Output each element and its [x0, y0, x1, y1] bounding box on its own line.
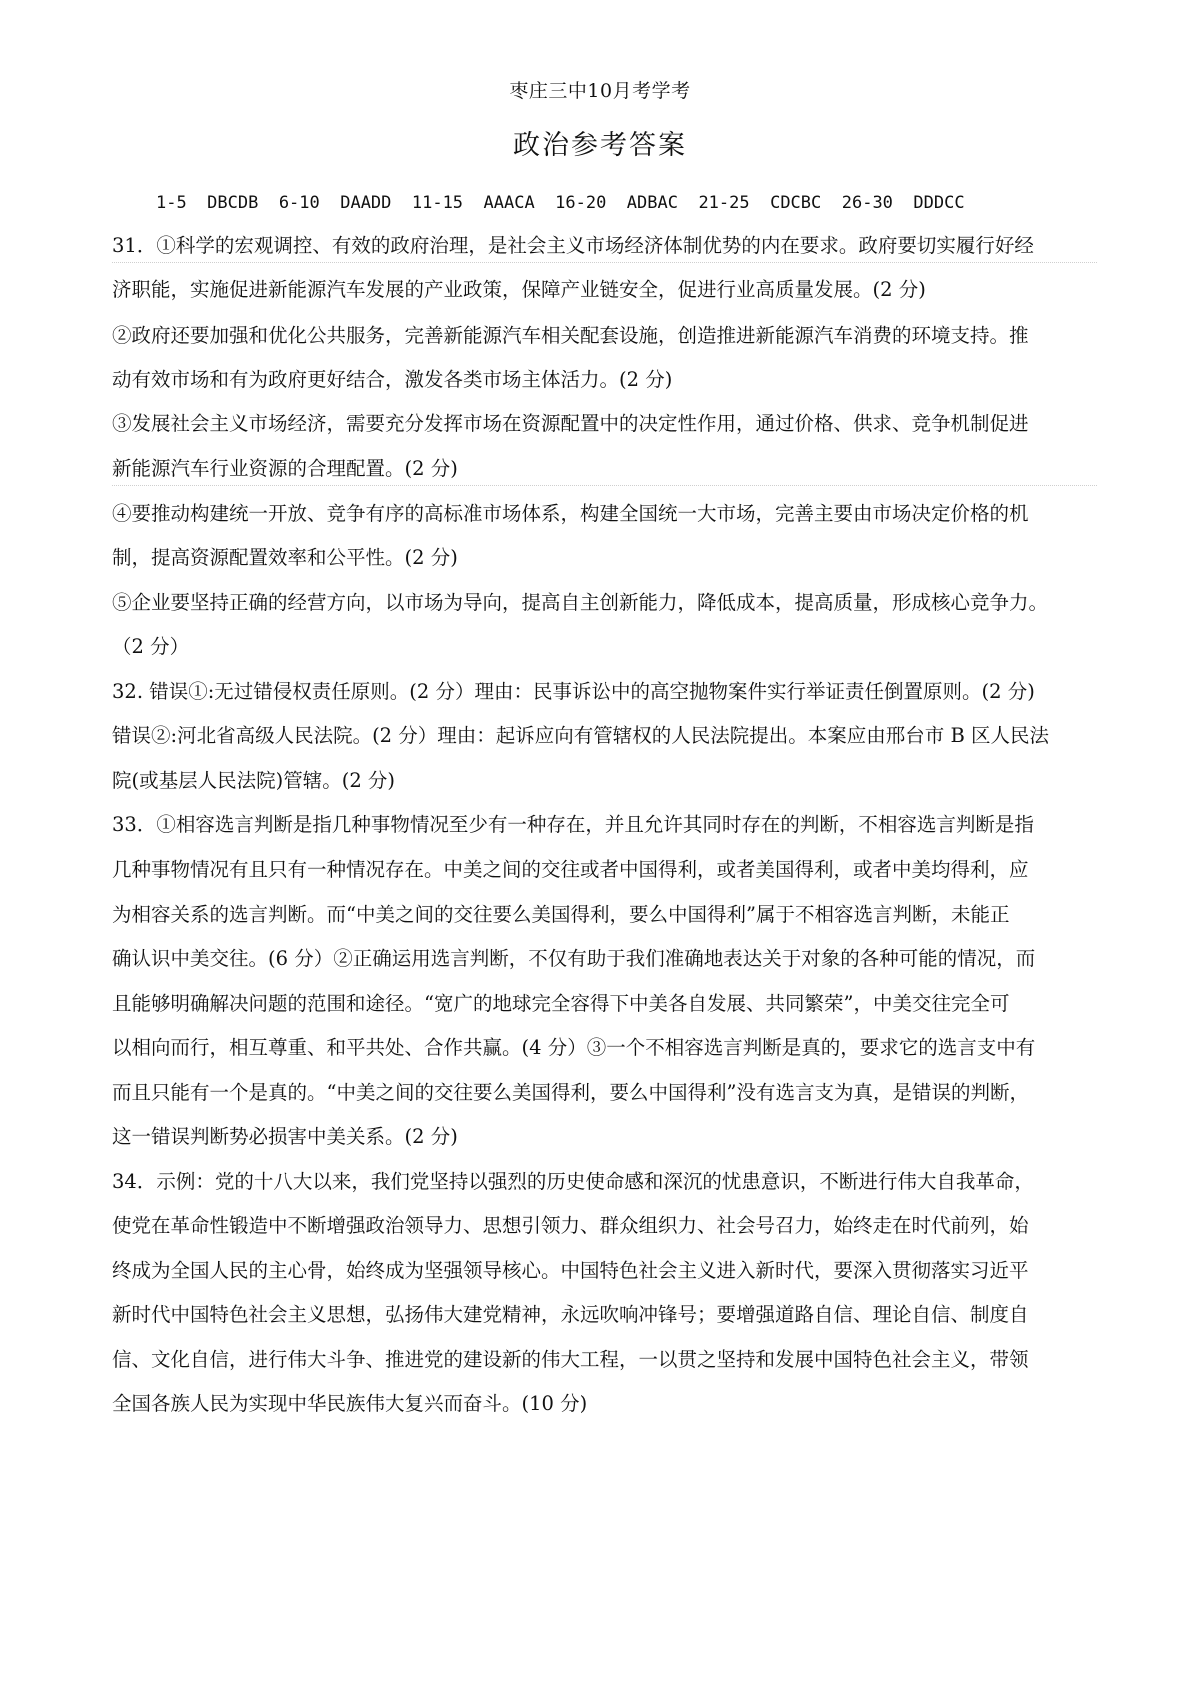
exam-subtitle: 枣庄三中10月考学考: [509, 80, 691, 102]
answer-31-line-4: 动有效市场和有为政府更好结合，激发各类市场主体活力。(2 分): [112, 368, 673, 391]
answer-34-line-6: 全国各族人民为实现中华民族伟大复兴而奋斗。(10 分): [112, 1392, 588, 1415]
answer-31-line-5: ③发展社会主义市场经济，需要充分发挥市场在资源配置中的决定性作用，通过价格、供求、竞争机制促进: [112, 412, 1029, 435]
answer-33-line-8: 这一错误判断势必损害中美关系。(2 分): [112, 1125, 458, 1148]
answer-32-line-2: 错误②:河北省高级人民法院。(2 分）理由：起诉应向有管辖权的人民法院提出。本案应由邢台市 B 区人民法: [112, 724, 1050, 747]
answer-31-line-1: 31．①科学的宏观调控、有效的政府治理，是社会主义市场经济体制优势的内在要求。政府要切实履行好经: [112, 234, 1034, 257]
answer-33-line-6: 以相向而行，相互尊重、和平共处、合作共赢。(4 分）③一个不相容选言判断是真的，要求它的选言支中有: [112, 1036, 1036, 1059]
answer-33-line-7: 而且只能有一个是真的。“中美之间的交往要么美国得利，要么中国得利”没有选言支为真，是错误的判断，: [112, 1081, 1029, 1104]
answer-34-line-1: 34．示例：党的十八大以来，我们党坚持以强烈的历史使命感和深沉的忧患意识，不断进行伟大自我革命，: [112, 1170, 1034, 1193]
answer-34-line-2: 使党在革命性锻造中不断增强政治领导力、思想引领力、群众组织力、社会号召力，始终走在时代前列，始: [112, 1214, 1029, 1237]
answer-34-line-4: 新时代中国特色社会主义思想，弘扬伟大建党精神，永远吹响冲锋号；要增强道路自信、理论自信、制度自: [112, 1303, 1029, 1326]
answer-31-line-9: ⑤企业要坚持正确的经营方向，以市场为导向，提高自主创新能力，降低成本，提高质量，形成核心竞争力。: [112, 591, 1049, 614]
answer-32-line-1: 32. 错误①:无过错侵权责任原则。(2 分）理由：民事诉讼中的高空抛物案件实行举证责任倒置原则。(2 分): [112, 680, 1035, 703]
multiple-choice-answers: 1-5 DBCDB 6-10 DAADD 11-15 AAACA 16-20 ADBAC 21-25 CDCBC 26-30 DDDCC: [156, 193, 965, 213]
answer-33-line-3: 为相容关系的选言判断。而“中美之间的交往要么美国得利，要么中国得利”属于不相容选言判断，未能正: [112, 903, 1010, 926]
answer-33-line-4: 确认识中美交往。(6 分）②正确运用选言判断，不仅有助于我们准确地表达关于对象的各种可能的情况，而: [112, 947, 1036, 970]
answer-31-line-3: ②政府还要加强和优化公共服务，完善新能源汽车相关配套设施，创造推进新能源汽车消费的环境支持。推: [112, 324, 1029, 347]
answer-34-line-5: 信、文化自信，进行伟大斗争、推进党的建设新的伟大工程，一以贯之坚持和发展中国特色社会主义，带领: [112, 1348, 1029, 1371]
answer-31-line-10: （2 分）: [112, 635, 190, 658]
dotted-divider: [112, 485, 1097, 486]
dotted-divider: [112, 262, 1097, 263]
answer-34-line-3: 终成为全国人民的主心骨，始终成为坚强领导核心。中国特色社会主义进入新时代，要深入贯彻落实习近平: [112, 1259, 1029, 1282]
answer-31-line-6: 新能源汽车行业资源的合理配置。(2 分): [112, 457, 458, 480]
answer-33-line-1: 33．①相容选言判断是指几种事物情况至少有一种存在，并且允许其同时存在的判断，不相容选言判断是指: [112, 813, 1034, 836]
page-title: 政治参考答案: [513, 130, 687, 161]
answer-32-line-3: 院(或基层人民法院)管辖。(2 分): [112, 769, 396, 792]
answer-33-line-5: 且能够明确解决问题的范围和途径。“宽广的地球完全容得下中美各自发展、共同繁荣”，中美交往完全可: [112, 992, 1010, 1015]
answer-33-line-2: 几种事物情况有且只有一种情况存在。中美之间的交往或者中国得利，或者美国得利，或者中美均得利，应: [112, 858, 1029, 881]
answer-31-line-8: 制，提高资源配置效率和公平性。(2 分): [112, 546, 458, 569]
answer-31-line-2: 济职能，实施促进新能源汽车发展的产业政策，保障产业链安全，促进行业高质量发展。(2 分): [112, 278, 926, 301]
answer-31-line-7: ④要推动构建统一开放、竞争有序的高标准市场体系，构建全国统一大市场，完善主要由市场决定价格的机: [112, 502, 1029, 525]
